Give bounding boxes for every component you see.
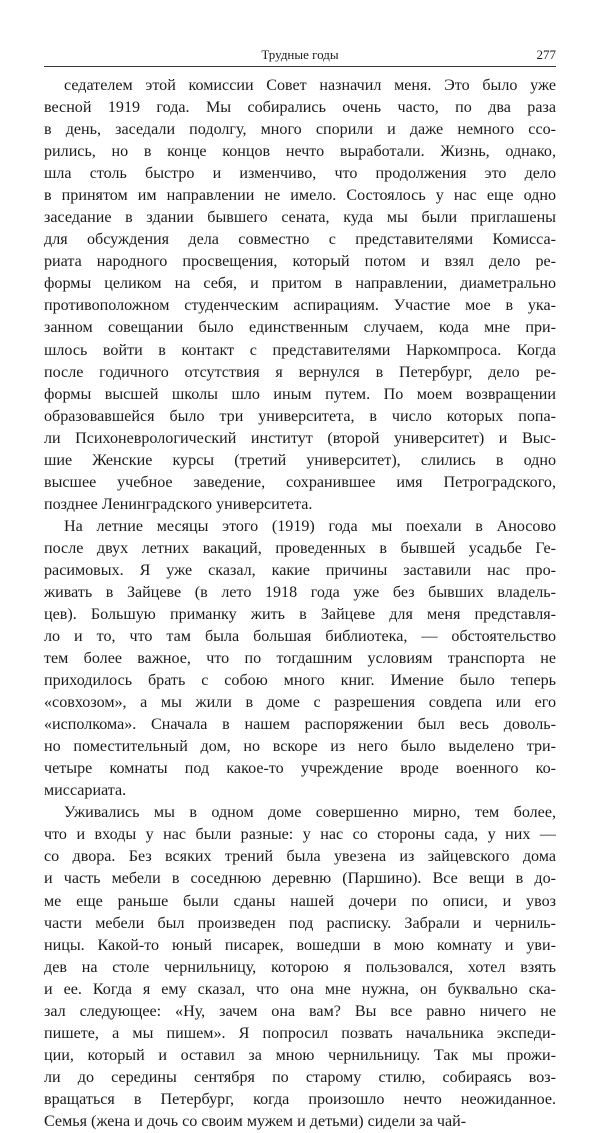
text-line: для обсуждения дела совместно с представителями Комисса- (44, 231, 556, 249)
text-line: цев). Большую приманку жить в Зайцеве для меня представля- (44, 606, 556, 623)
text-line: шие Женские курсы (третий университет), слились в одно (44, 451, 556, 469)
text-line: но поместительный дом, но вскоре из него было выделено три- (44, 738, 556, 756)
text-line: ли до середины сентября по старому стилю, собираясь воз- (44, 1068, 556, 1086)
text-line: живать в Зайцеве (в лето 1918 года уже без бывших владель- (44, 583, 556, 601)
text-line: позднее Ленинградского университета. (44, 495, 313, 513)
text-line: Семья (жена и дочь со своим мужем и детьми) сидели за чай- (44, 1112, 467, 1130)
text-line: высшее учебное заведение, сохранившее имя Петроградского, (44, 473, 556, 491)
text-line: тем более важное, что по тогдашним условиям транспорта не (44, 650, 556, 667)
text-line: На летние месяцы этого (1919) года мы поехали в Аносово (64, 517, 556, 535)
text-line: шлось войти в контакт с представителями Наркомпроса. Когда (44, 341, 556, 359)
text-line: шла столь быстро и изменчиво, что продолжения это дело (44, 165, 556, 183)
text-line: в день, заседали подолгу, много спорили и даже немного ссо- (44, 121, 556, 139)
text-line: формы целиком на себя, и притом в направлении, диаметрально (44, 275, 556, 293)
chapter-title: Трудные годы (261, 47, 339, 62)
text-line: приходилось брать с собою много книг. Имение было теперь (44, 672, 556, 690)
text-line: ли Психоневрологический институт (второй университет) и Выс- (44, 429, 556, 447)
text-line: ницы. Какой-то юный писарек, вошедши в мою комнату и уви- (44, 936, 556, 954)
text-line: рились, но в конце концов нечто выработали. Жизнь, однако, (44, 143, 556, 161)
text-line: со двора. Без всяких трений была увезена из зайцевского дома (44, 848, 556, 866)
running-head (44, 46, 556, 64)
text-line: седателем этой комиссии Совет назначил меня. Это было уже (64, 77, 556, 94)
text-line: образовавшейся было три университета, в число которых попа- (44, 407, 556, 425)
text-line: зал следующее: «Ну, зачем она вам? Вы все равно ничего не (44, 1002, 556, 1020)
text-line: «совхозом», а мы жили в доме с разрешения совдепа или его (44, 694, 556, 712)
text-line: дев на столе чернильницу, которою я пользовался, хотел взять (44, 958, 556, 976)
text-line: и ее. Когда я ему сказал, что она мне нужна, он буквально ска- (44, 980, 556, 998)
text-line: занном совещании было единственным случаем, кода мне при- (44, 319, 556, 337)
text-line: что и входы у нас были разные: у нас со стороны сада, у них — (44, 826, 556, 844)
text-line: противоположном студенческим аспирациям. Участие мое в ука- (44, 297, 556, 315)
text-line: расимовых. Я уже сказал, какие причины заставили нас про- (44, 561, 556, 579)
page-number: 277 (536, 47, 556, 62)
text-line: миссариата. (44, 782, 127, 800)
text-line: в принятом им направлении не имело. Состоялось у нас еще одно (44, 187, 556, 205)
text-line: весной 1919 года. Мы собирались очень часто, по два раза (44, 99, 556, 116)
text-line: ло и то, что там была большая библиотека, — обстоятельство (44, 628, 556, 645)
text-line: пишете, а мы пишем». Я попросил позвать начальника экспеди- (44, 1024, 556, 1042)
text-line: Уживались мы в одном доме совершенно мирно, тем более, (64, 804, 556, 822)
text-line: заседание в здании бывшего сената, куда мы были приглашены (44, 209, 556, 227)
text-line: ме еще раньше были сданы нашей дочери по описи, и увоз (44, 892, 556, 910)
header-rule (44, 66, 556, 67)
text-line: и часть мебели в соседнюю деревню (Паршино). Все вещи в до- (44, 870, 556, 888)
text-line: ции, который и оставил за мною чернильницу. Так мы прожи- (44, 1046, 556, 1064)
text-line: риата народного просвещения, который потом и взял дело ре- (44, 253, 556, 271)
text-line: после годичного отсутствия я вернулся в Петербург, дело ре- (44, 363, 556, 381)
text-line: формы высшей школы шло иным путем. По моем возвращении (44, 385, 556, 403)
text-line: «исполкома». Сначала в нашем распоряжении был весь доволь- (44, 716, 556, 734)
text-line: четыре комнаты под какое-то учреждение вроде военного ко- (44, 760, 556, 778)
text-line: после двух летних вакаций, проведенных в бывшей усадьбе Ге- (44, 539, 556, 557)
text-line: вращаться в Петербург, когда произошло нечто неожиданное. (44, 1090, 556, 1108)
text-line: части мебели был произведен под расписку. Забрали и черниль- (44, 914, 556, 932)
